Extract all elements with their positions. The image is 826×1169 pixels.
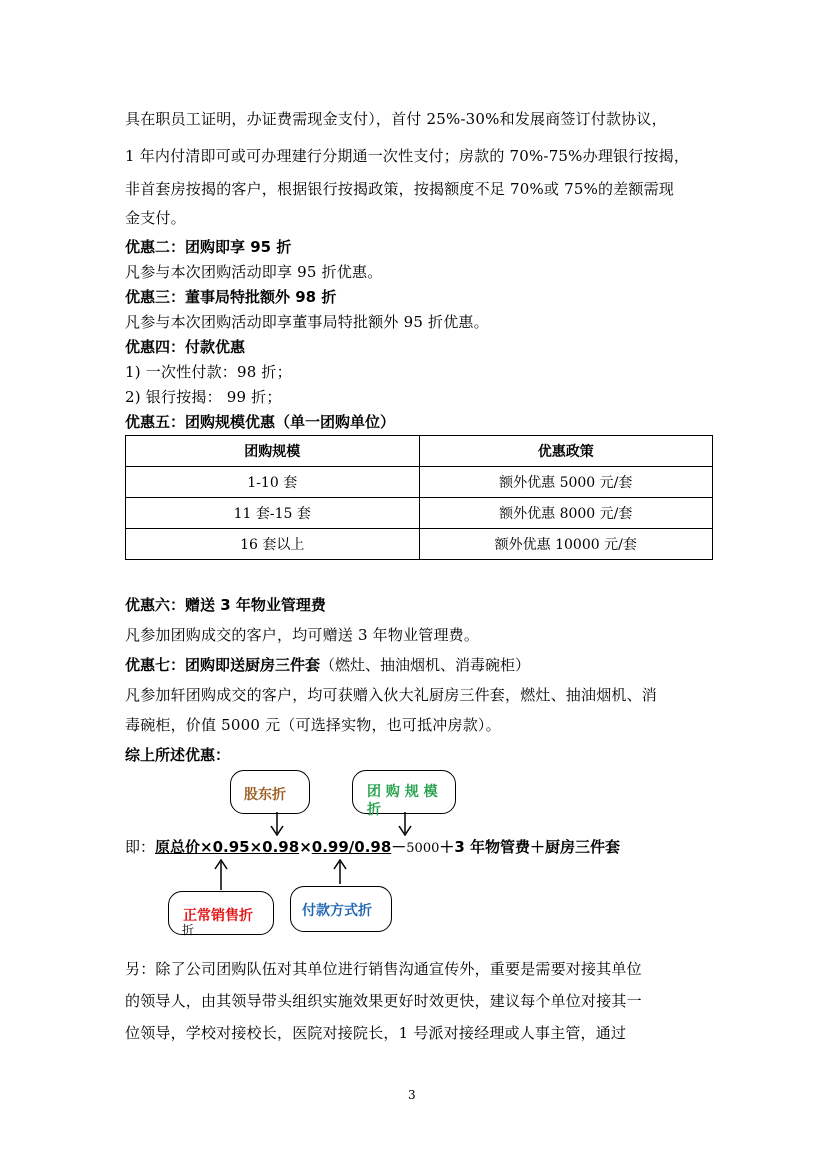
formula-part: × [299, 838, 312, 856]
offer5-title: 优惠五：团购规模优惠（单一团购单位） [125, 413, 396, 431]
group-scale-discount-label: 团 购 规 模 [367, 784, 438, 800]
offer7-body-line: 凡参加轩团购成交的客户，均可获赠入伙大礼厨房三件套，燃灶、抽油烟机、消 [125, 686, 658, 704]
formula-part: 5000 [406, 841, 440, 856]
paragraph-line: 金支付。 [125, 209, 186, 227]
group-scale-discount-label-2: 折 [367, 802, 381, 818]
paragraph-line: 另：除了公司团购队伍对其单位进行销售沟通宣传外，重要是需要对接其单位 [125, 960, 642, 978]
offer3-title: 优惠三：董事局特批额外 98 折 [125, 288, 337, 306]
offer4-item: 2) 银行按揭： 99 折； [125, 388, 282, 406]
offer6-title: 优惠六：赠送 3 年物业管理费 [125, 596, 326, 614]
page-number: 3 [408, 1088, 416, 1102]
table-cell: 额外优惠 10000 元/套 [419, 529, 713, 560]
paragraph-line: 1 年内付清即可或可办理建行分期通一次性支付；房款的 70%-75%办理银行按揭， [125, 147, 690, 165]
formula-part: 0.99/0.98 [311, 838, 392, 856]
table-cell: 额外优惠 8000 元/套 [419, 498, 713, 529]
paragraph-line: 具在职员工证明，办证费需现金支付），首付 25%-30%和发展商签订付款协议， [125, 110, 667, 128]
summary-title: 综上所述优惠： [125, 746, 231, 764]
offer2-title: 优惠二：团购即享 95 折 [125, 238, 292, 256]
offer7-body-line: 毒碗柜，价值 5000 元（可选择实物，也可抵冲房款）。 [125, 716, 501, 734]
formula [125, 836, 620, 857]
formula-part: 原总价×0.95× [155, 838, 263, 856]
normal-sales-discount-label: 正常销售折 [183, 908, 253, 924]
offer6-body: 凡参加团购成交的客户，均可赠送 3 年物业管理费。 [125, 626, 480, 644]
offer4-item: 1) 一次性付款：98 折； [125, 363, 292, 381]
table-header: 优惠政策 [419, 436, 713, 467]
table-cell: 1-10 套 [126, 467, 420, 498]
normal-sales-discount-label-2: 折 [182, 923, 195, 937]
formula-part: 0.98 [262, 838, 300, 856]
table-cell: 16 套以上 [126, 529, 420, 560]
formula-prefix: 即： [125, 838, 156, 856]
offer7-title-note: （燃灶、抽油烟机、消毒碗柜） [320, 656, 531, 674]
formula-part: ＋3 年物管费＋厨房三件套 [439, 838, 621, 856]
table-cell: 额外优惠 5000 元/套 [419, 467, 713, 498]
offer2-body: 凡参与本次团购活动即享 95 折优惠。 [125, 263, 383, 281]
paragraph-line: 位领导，学校对接校长，医院对接院长，1 号派对接经理或人事主管，通过 [125, 1024, 627, 1042]
offer3-body: 凡参与本次团购活动即享董事局特批额外 95 折优惠。 [125, 313, 489, 331]
paragraph-line: 的领导人，由其领导带头组织实施效果更好时效更快，建议每个单位对接其一 [125, 992, 642, 1010]
formula-part: － [391, 838, 407, 856]
table-cell: 11 套-15 套 [126, 498, 420, 529]
table-header: 团购规模 [126, 436, 420, 467]
offer7-title-text: 优惠七：团购即送厨房三件套 [125, 656, 321, 674]
paragraph-line: 非首套房按揭的客户，根据银行按揭政策，按揭额度不足 70%或 75%的差额需现 [125, 180, 675, 198]
payment-method-discount-label: 付款方式折 [302, 903, 372, 919]
shareholder-discount-label: 股东折 [244, 787, 286, 803]
offer4-title: 优惠四：付款优惠 [125, 338, 246, 356]
payment-method-discount-bubble [290, 886, 392, 932]
